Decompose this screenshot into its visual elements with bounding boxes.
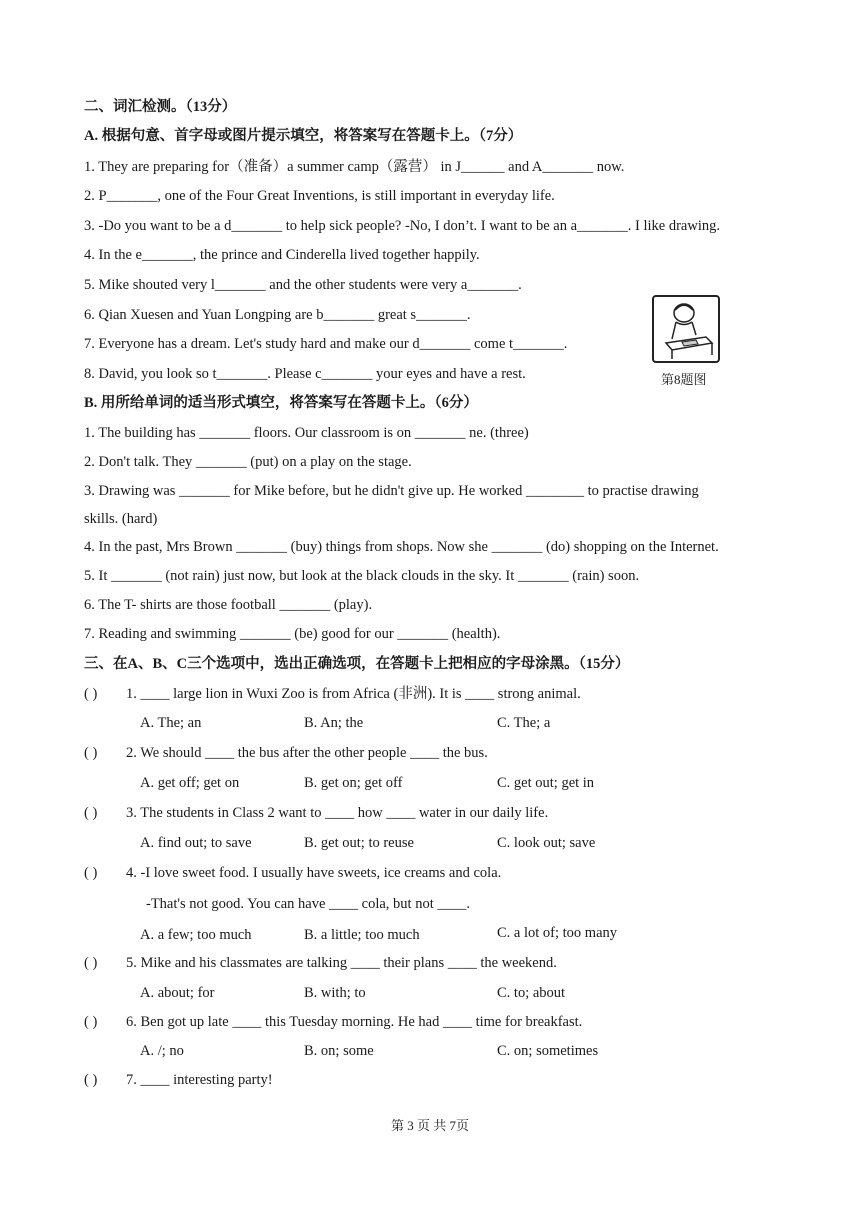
q1-option-c[interactable]: C. The; a xyxy=(497,715,551,731)
q4-option-c[interactable]: C. a lot of; too many xyxy=(497,925,618,941)
partB-item-7: 7. Reading and swimming _______ (be) good for our _______ (health). xyxy=(84,626,501,642)
figure-caption: 第8题图 xyxy=(661,372,707,387)
partA-item-6: 6. Qian Xuesen and Yuan Longping are b_______ great s_______. xyxy=(84,307,471,323)
mc-question-5 xyxy=(84,953,557,973)
question-text: 6. Ben got up late ____ this Tuesday morning. He had ____ time for breakfast. xyxy=(126,1014,583,1030)
mc-question-3 xyxy=(84,803,548,823)
q4-option-a[interactable]: A. a few; too much xyxy=(140,927,252,943)
partB-item-6: 6. The T- shirts are those football _______ (play). xyxy=(84,597,373,613)
q6-option-c[interactable]: C. on; sometimes xyxy=(497,1043,599,1059)
mc-question-1 xyxy=(84,684,581,704)
mc-question-7 xyxy=(84,1070,273,1090)
q4-reply: -That's not good. You can have ____ cola, but not ____. xyxy=(146,896,470,912)
q5-option-b[interactable]: B. with; to xyxy=(304,985,366,1001)
partA-item-5: 5. Mike shouted very l_______ and the other students were very a_______. xyxy=(84,277,522,293)
q5-option-c[interactable]: C. to; about xyxy=(497,985,566,1001)
section2-heading: 二、词汇检测。（13分） xyxy=(84,99,237,115)
question-text: 7. ____ interesting party! xyxy=(126,1072,273,1088)
answer-bracket[interactable]: ( ) xyxy=(84,745,98,761)
partB-heading: B. 用所给单词的适当形式填空，将答案写在答题卡上。（6分） xyxy=(84,395,478,411)
partA-item-1: 1. They are preparing for（准备）a summer camp（露营） in J______ and A_______ now. xyxy=(84,159,625,175)
q2-option-a[interactable]: A. get off; get on xyxy=(140,775,240,791)
section3-heading: 三、在A、B、C三个选项中，选出正确选项，在答题卡上把相应的字母涂黑。（15分） xyxy=(84,656,630,672)
q3-option-a[interactable]: A. find out; to save xyxy=(140,835,252,851)
answer-bracket[interactable]: ( ) xyxy=(84,955,98,971)
q2-option-b[interactable]: B. get on; get off xyxy=(304,775,403,791)
student-at-desk-illustration xyxy=(654,297,718,361)
answer-bracket[interactable]: ( ) xyxy=(84,865,98,881)
q2-option-c[interactable]: C. get out; get in xyxy=(497,775,595,791)
partB-item-3-cont: skills. (hard) xyxy=(84,511,158,527)
answer-bracket[interactable]: ( ) xyxy=(84,805,98,821)
q1-option-a[interactable]: A. The; an xyxy=(140,715,202,731)
question-text: 5. Mike and his classmates are talking ____ their plans ____ the weekend. xyxy=(126,955,557,971)
q5-option-a[interactable]: A. about; for xyxy=(140,985,215,1001)
q4-option-b[interactable]: B. a little; too much xyxy=(304,927,420,943)
question-text: 4. -I love sweet food. I usually have sweets, ice creams and cola. xyxy=(126,865,502,881)
partB-item-2: 2. Don't talk. They _______ (put) on a play on the stage. xyxy=(84,454,412,470)
question-text: 1. ____ large lion in Wuxi Zoo is from Africa (非洲). It is ____ strong animal. xyxy=(126,686,581,702)
partA-item-8: 8. David, you look so t_______. Please c_______ your eyes and have a rest. xyxy=(84,366,526,382)
sleepy-student-picture xyxy=(652,295,720,363)
partA-item-3: 3. -Do you want to be a d_______ to help sick people? -No, I don’t. I want to be an a_______. I like drawing. xyxy=(84,218,720,234)
page-number-footer: 第 3 页 共 7页 xyxy=(390,1118,469,1133)
partB-item-1: 1. The building has _______ floors. Our classroom is on _______ ne. (three) xyxy=(84,425,529,441)
q1-option-b[interactable]: B. An; the xyxy=(304,715,364,731)
mc-question-2 xyxy=(84,743,488,763)
mc-question-4 xyxy=(84,863,501,883)
partA-item-7: 7. Everyone has a dream. Let's study hard and make our d_______ come t_______. xyxy=(84,336,568,352)
q6-option-a[interactable]: A. /; no xyxy=(140,1043,184,1059)
partA-item-4: 4. In the e_______, the prince and Cinderella lived together happily. xyxy=(84,247,480,263)
answer-bracket[interactable]: ( ) xyxy=(84,686,98,702)
q6-option-b[interactable]: B. on; some xyxy=(304,1043,374,1059)
partB-item-3: 3. Drawing was _______ for Mike before, but he didn't give up. He worked ________ to practise drawing xyxy=(84,483,699,499)
partA-heading: A. 根据句意、首字母或图片提示填空，将答案写在答题卡上。（7分） xyxy=(84,128,523,144)
q3-option-c[interactable]: C. look out; save xyxy=(497,835,596,851)
answer-bracket[interactable]: ( ) xyxy=(84,1014,98,1030)
answer-bracket[interactable]: ( ) xyxy=(84,1072,98,1088)
partB-item-5: 5. It _______ (not rain) just now, but look at the black clouds in the sky. It _______ (rain) soon. xyxy=(84,568,640,584)
question-text: 3. The students in Class 2 want to ____ how ____ water in our daily life. xyxy=(126,805,549,821)
question-text: 2. We should ____ the bus after the other people ____ the bus. xyxy=(126,745,488,761)
q3-option-b[interactable]: B. get out; to reuse xyxy=(304,835,414,851)
partB-item-4: 4. In the past, Mrs Brown _______ (buy) things from shops. Now she _______ (do) shopping on the Internet. xyxy=(84,539,719,555)
mc-question-6 xyxy=(84,1012,582,1032)
partA-item-2: 2. P_______, one of the Four Great Inventions, is still important in everyday life. xyxy=(84,188,555,204)
